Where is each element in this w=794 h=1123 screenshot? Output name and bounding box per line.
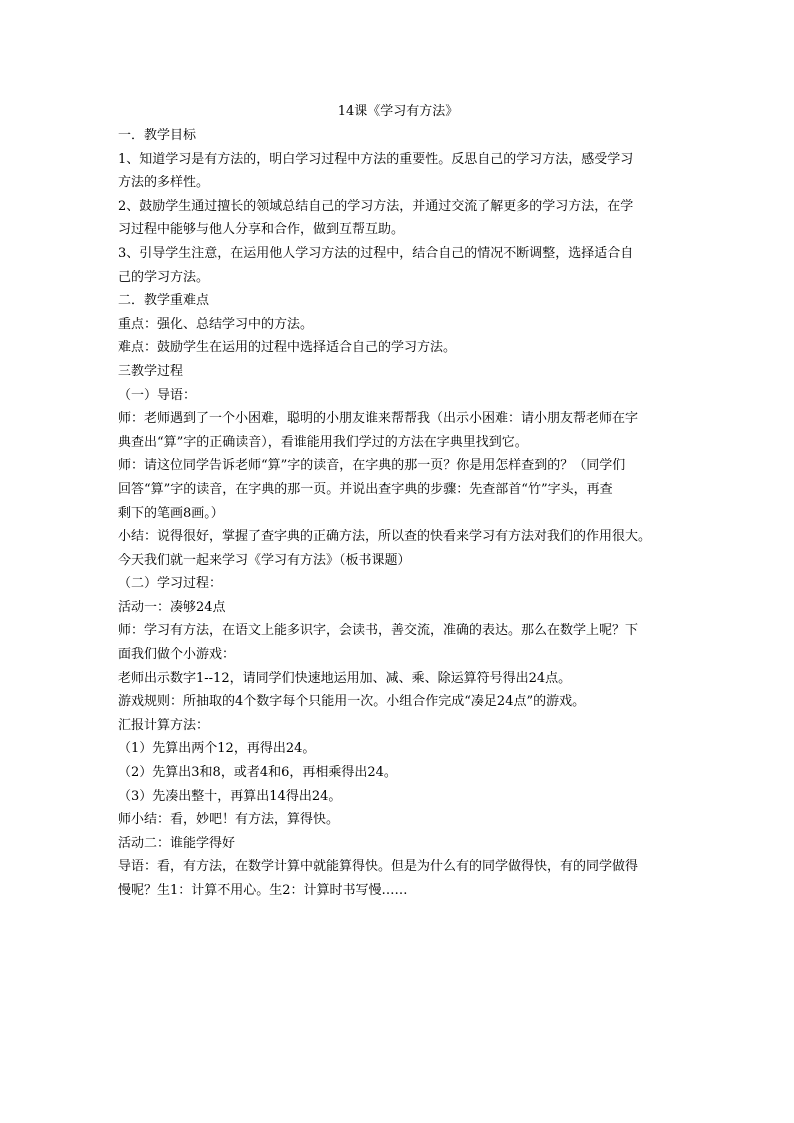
paragraph-line: 回答“算”字的读音，在字典的那一页。并说出查字典的步骤：先查部首“竹”字头，再查: [118, 481, 613, 497]
list-item: （1）先算出两个12，再得出24。: [118, 741, 316, 757]
paragraph-line: 3、引导学生注意，在运用他人学习方法的过程中，结合自己的情况不断调整，选择适合自: [118, 245, 634, 261]
list-item: （3）先凑出整十，再算出14得出24。: [118, 788, 342, 804]
paragraph-line: 游戏规则：所抽取的4个数字每个只能用一次。小组合作完成“凑足24点”的游戏。: [118, 694, 586, 710]
paragraph-line: 师：请这位同学告诉老师“算”字的读音，在字典的那一页？你是用怎样查到的？（同学们: [118, 458, 626, 474]
paragraph-line: 面我们做个小游戏：: [118, 647, 236, 663]
activity-two-title: 活动二：谁能学得好: [118, 835, 236, 851]
document-title: 14课《学习有方法》: [337, 104, 459, 119]
heading-teaching-goals: 一．教学目标: [118, 128, 197, 143]
heading-key-points: 二．教学重难点: [118, 293, 210, 309]
subheading-learning-process: （二）学习过程：: [118, 576, 223, 592]
list-item: （2）先算出3和8，或者4和6，再相乘得出24。: [118, 765, 397, 781]
paragraph-line: 1、知道学习是有方法的，明白学习过程中方法的重要性。反思自己的学习方法，感受学习: [118, 151, 634, 167]
paragraph-line: 剩下的笔画8画。）: [118, 505, 224, 521]
paragraph-line: 今天我们就一起来学习《学习有方法》（板书课题）: [118, 552, 411, 568]
activity-one-title: 活动一：凑够24点: [118, 599, 226, 615]
paragraph-line: 导语：看，有方法，在数学计算中就能算得快。但是为什么有的同学做得快，有的同学做得: [118, 859, 639, 875]
paragraph-line: 方法的多样性。: [118, 175, 210, 191]
paragraph-line: 师小结：看，妙吧！有方法，算得快。: [118, 812, 340, 828]
subheading-intro: （一）导语：: [118, 387, 197, 403]
paragraph-line: 典查出“算”字的正确读音），看谁能用我们学过的方法在字典里找到它。: [118, 434, 528, 450]
heading-teaching-process: 三教学过程: [118, 363, 184, 379]
paragraph-line: 师：学习有方法，在语文上能多识字，会读书，善交流，准确的表达。那么在数学上呢？下: [118, 623, 639, 639]
paragraph-line: 师：老师遇到了一个小困难，聪明的小朋友谁来帮帮我（出示小困难：请小朋友帮老师在字: [118, 411, 639, 427]
paragraph-line: 2、鼓励学生通过擅长的领域总结自己的学习方法，并通过交流了解更多的学习方法，在学: [118, 198, 634, 214]
paragraph-line: 重点：强化、总结学习中的方法。: [118, 316, 314, 332]
paragraph-line: 习过程中能够与他人分享和合作，做到互帮互助。: [118, 222, 405, 238]
document-body: [118, 128, 678, 899]
paragraph-line: 己的学习方法。: [118, 269, 210, 285]
paragraph-line: 汇报计算方法：: [118, 717, 210, 733]
paragraph-line: 小结：说得很好，掌握了查字典的正确方法，所以查的快看来学习有方法对我们的作用很大。: [118, 529, 652, 545]
document-page: [118, 104, 678, 907]
paragraph-line: 难点：鼓励学生在运用的过程中选择适合自己的学习方法。: [118, 340, 457, 356]
paragraph-line: 老师出示数字1--12，请同学们快速地运用加、减、乘、除运算符号得出24点。: [118, 670, 572, 686]
paragraph-line: 慢呢？生1：计算不用心。生2：计算时书写慢……: [118, 883, 408, 898]
